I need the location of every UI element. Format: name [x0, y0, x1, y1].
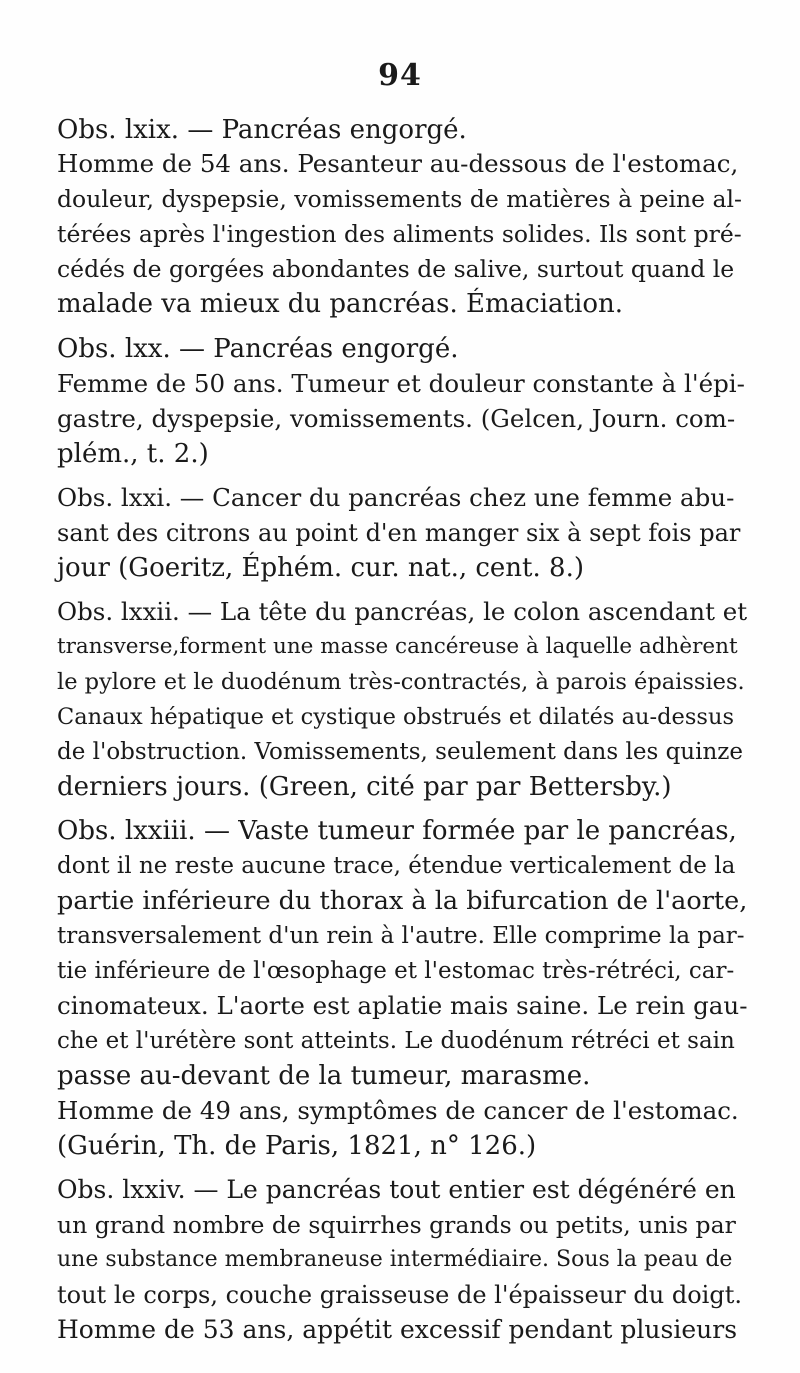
text-line: cinomateux. L'aorte est aplatie mais saine. Le rein gau- [57, 991, 748, 1020]
text-line: Obs. lxxi. — Cancer du pancréas chez une femme abu- [57, 483, 735, 512]
text-line: gastre, dyspepsie, vomissements. (Gelcen, Journ. com- [57, 404, 736, 433]
text-line: Homme de 49 ans, symptômes de cancer de l'estomac. [57, 1096, 739, 1125]
text-line: de l'obstruction. Vomissements, seulement dans les quinze [57, 739, 744, 765]
text-line: sant des citrons au point d'en manger six à sept fois par [57, 519, 741, 547]
text-line: malade va mieux du pancréas. Émaciation. [57, 289, 623, 319]
text-line: Obs. lxxiii. — Vaste tumeur formée par le pancréas, [57, 816, 737, 846]
text-line: tout le corps, couche graisseuse de l'épaisseur du doigt. [57, 1281, 742, 1309]
text-line: che et l'urétère sont atteints. Le duodénum rétréci et sain [57, 1028, 735, 1054]
text-line: derniers jours. (Green, cité par par Bettersby.) [57, 772, 672, 802]
text-line: transversalement d'un rein à l'autre. Elle comprime la par- [57, 923, 745, 949]
page-number: 94 [378, 58, 422, 93]
text-line: dont il ne reste aucune trace, étendue verticalement de la [57, 853, 736, 879]
text-line: térées après l'ingestion des aliments solides. Ils sont pré- [57, 220, 742, 248]
text-line: transverse,forment une masse cancéreuse à laquelle adhèrent [57, 634, 738, 659]
text-line: (Guérin, Th. de Paris, 1821, n° 126.) [57, 1131, 537, 1161]
text-line: Homme de 53 ans, appétit excessif pendant plusieurs [57, 1315, 738, 1344]
text-line: partie inférieure du thorax à la bifurcation de l'aorte, [57, 886, 748, 916]
text-line: jour (Goeritz, Éphém. cur. nat., cent. 8.) [57, 553, 584, 583]
text-line: Obs. lxxii. — La tête du pancréas, le colon ascendant et [57, 597, 748, 626]
text-line: un grand nombre de squirrhes grands ou petits, unis par [57, 1211, 736, 1239]
text-line: passe au-devant de la tumeur, marasme. [57, 1061, 591, 1091]
text-line: Femme de 50 ans. Tumeur et douleur constante à l'épi- [57, 369, 745, 398]
text-line: le pylore et le duodénum très-contractés, à parois épaissies. [57, 669, 745, 695]
text-line: Homme de 54 ans. Pesanteur au-dessous de l'estomac, [57, 149, 739, 178]
text-line: Obs. lxxiv. — Le pancréas tout entier est dégénéré en [57, 1175, 736, 1204]
text-line: Canaux hépatique et cystique obstrués et dilatés au-dessus [57, 704, 734, 730]
text-line: tie inférieure de l'œsophage et l'estomac très-rétréci, car- [57, 958, 735, 984]
text-line: plém., t. 2.) [57, 439, 209, 469]
text-line: cédés de gorgées abondantes de salive, surtout quand le [57, 255, 735, 283]
text-line: Obs. lxx. — Pancréas engorgé. [57, 334, 459, 364]
text-line: douleur, dyspepsie, vomissements de matières à peine al- [57, 185, 742, 213]
text-line: une substance membraneuse intermédiaire. Sous la peau de [57, 1247, 733, 1272]
text-line: Obs. lxix. — Pancréas engorgé. [57, 115, 467, 145]
